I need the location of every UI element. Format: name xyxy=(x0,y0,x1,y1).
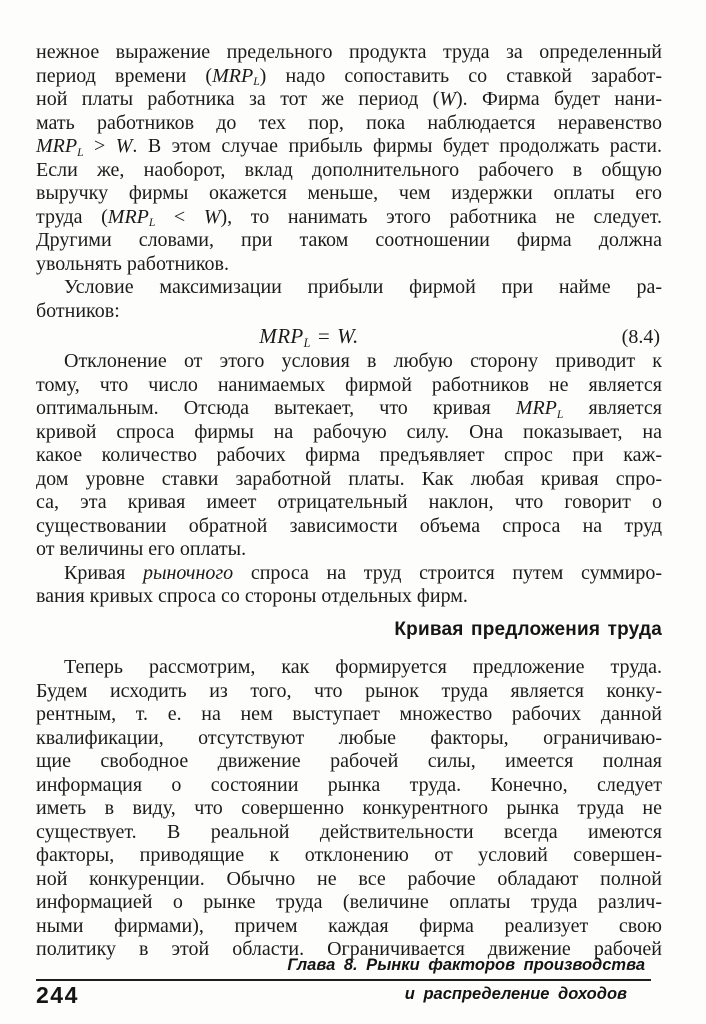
text-line: Теперь рассмотрим, как формируется предложение труда. xyxy=(64,656,662,678)
text-line: информацией о рынке труда (величине оплаты труда различ- xyxy=(36,891,662,913)
formula-subscript: L xyxy=(253,75,260,89)
formula-variable: W xyxy=(115,135,133,157)
text-segment: период времени ( xyxy=(36,64,213,87)
text-line: выручку фирмы окажется меньше, чем издержки оплаты его xyxy=(36,182,662,204)
text-segment: . В этом случае прибыль фирмы будет продолжать расти. xyxy=(132,135,662,157)
text-line: Отклонение от этого условия в любую сторону приводит к xyxy=(64,350,662,372)
text-segment: ). Фирма будет нани- xyxy=(455,88,662,110)
text-segment: оптимальным. Отсюда вытекает, что кривая xyxy=(36,397,516,419)
text-line: какое количество рабочих фирма предъявляет спрос при каж- xyxy=(36,444,662,466)
formula-variable: MRP xyxy=(515,397,557,419)
text-line: вания кривых спроса со стороны отдельных фирм. xyxy=(36,585,468,607)
text-line: кривой спроса фирмы на рабочую силу. Она показывает, на xyxy=(36,420,662,443)
text-line: са, эта кривая имеет отрицательный наклон, что говорит о xyxy=(36,491,662,513)
text-line: политику в этой области. Ограничивается движение рабочей xyxy=(36,938,662,960)
text-line: Другими словами, при таком соотношении фирма должна xyxy=(36,229,662,251)
equals-sign: = xyxy=(317,324,331,348)
text-line xyxy=(36,135,662,159)
formula-lhs: MRP xyxy=(259,324,304,348)
formula-variable: MRP xyxy=(212,64,254,87)
text-segment: труда ( xyxy=(36,205,108,228)
text-line: увольнять работников. xyxy=(36,252,229,275)
paragraph xyxy=(36,41,662,276)
text-segment: ), то нанимать этого работника не следует. xyxy=(220,205,662,228)
formula-variable: W xyxy=(439,88,456,110)
paragraph xyxy=(36,350,662,562)
text-line: ными фирмами), причем каждая фирма реализует свою xyxy=(36,914,662,937)
text-line: существует. В реальной действительности всегда имеются xyxy=(36,820,662,843)
formula-block xyxy=(36,324,662,349)
text-segment: ) надо сопоставить со ставкой заработ- xyxy=(259,64,663,87)
text-segment: Кривая xyxy=(64,561,143,584)
text-column xyxy=(36,41,662,962)
formula-subscript: L xyxy=(148,216,156,230)
text-segment: < xyxy=(155,205,204,228)
text-line: иметь в виду, что совершенно конкурентного рынка труда не xyxy=(36,797,662,819)
page-footer xyxy=(36,956,651,1007)
text-segment: > xyxy=(83,135,116,157)
text-line xyxy=(36,562,662,586)
text-segment: ной платы работника за тот же период ( xyxy=(36,88,440,110)
text-line xyxy=(36,88,662,112)
text-line: рентным, т. е. на нем выступает множество рабочих данной xyxy=(36,703,662,725)
text-line: информация о состоянии рынка труда. Конечно, следует xyxy=(36,773,662,796)
text-line: Условие максимизации прибыли фирмой при найме ра- xyxy=(64,276,662,298)
running-title-line2: и распределение доходов xyxy=(404,985,627,1003)
text-line: тому, что число нанимаемых фирмой работников не является xyxy=(36,373,662,396)
text-line: ботников: xyxy=(36,299,120,322)
text-segment: спроса на труд строится путем суммиро- xyxy=(233,561,662,584)
section-heading: Кривая предложения труда xyxy=(394,618,662,640)
text-line: нежное выражение предельного продукта труда за определенный xyxy=(36,41,662,63)
paragraph xyxy=(36,276,662,323)
footer-bottom-row xyxy=(36,981,651,1007)
text-line xyxy=(36,206,662,230)
paragraph xyxy=(36,562,662,609)
text-line: ной конкуренции. Обычно не все рабочие обладают полной xyxy=(36,867,662,890)
text-line: Будем исходить из того, что рынок труда является конку- xyxy=(36,679,662,702)
text-line xyxy=(36,65,662,89)
text-line: щие свободное движение рабочей силы, имеется полная xyxy=(36,750,662,772)
formula-expression xyxy=(259,324,358,348)
text-line: от величины его оплаты. xyxy=(36,538,247,560)
text-line xyxy=(36,397,662,421)
text-line: дом уровне ставки заработной платы. Как любая кривая спро- xyxy=(36,467,662,490)
formula-rhs: W. xyxy=(337,324,359,348)
running-title-line1: Глава 8. Рынки факторов производства xyxy=(287,956,645,974)
formula-variable: MRP xyxy=(107,205,149,228)
page-number: 244 xyxy=(36,982,79,1008)
text-line: квалификации, отсутствуют любые факторы, ограничиваю- xyxy=(36,726,662,749)
text-line: факторы, приводящие к отклонению от условий совершен- xyxy=(36,844,662,866)
formula-variable: W xyxy=(203,205,221,228)
text-line: мать работников до тех пор, пока наблюдается неравенство xyxy=(36,111,662,134)
formula-variable: рыночного xyxy=(142,561,234,584)
paragraph xyxy=(36,656,662,962)
formula-subscript: L xyxy=(77,145,84,159)
text-segment: является xyxy=(563,397,662,419)
text-line: существовании обратной зависимости объема спроса на труд xyxy=(36,514,662,537)
formula-variable: MRP xyxy=(36,135,78,157)
formula-subscript: L xyxy=(303,335,311,350)
text-line: Если же, наоборот, вклад дополнительного рабочего в общую xyxy=(36,158,662,181)
equation-number: (8.4) xyxy=(621,326,660,348)
formula-subscript: L xyxy=(556,407,564,421)
